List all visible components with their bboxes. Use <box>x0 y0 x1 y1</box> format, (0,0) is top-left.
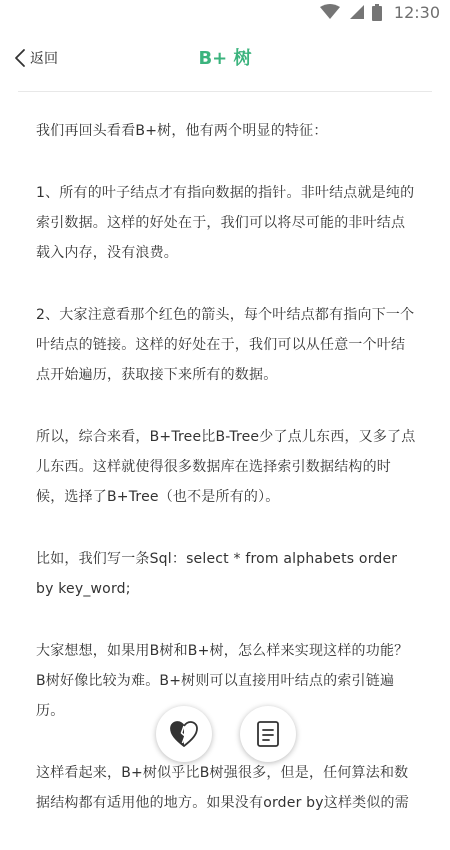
status-time: 12:30 <box>393 2 440 22</box>
back-label: 返回 <box>30 51 58 67</box>
notes-icon <box>256 720 280 748</box>
notes-button[interactable] <box>240 706 296 762</box>
article-paragraph: 大家想想，如果用B树和B+树，怎么样来实现这样的功能？B树好像比较为难。B+树则可以直接用叶结点的索引链遍历。 <box>36 643 409 719</box>
article-paragraph: 所以，综合来看，B+Tree比B-Tree少了点儿东西，又多了点儿东西。这样就使得很多数据库在选择索引数据结构的时候，选择了B+Tree（也不是所有的）。 <box>36 429 416 505</box>
header-divider <box>18 91 432 92</box>
article-paragraph: 1、所有的叶子结点才有指向数据的指针。非叶结点就是纯的索引数据。这样的好处在于，我们可以将尽可能的非叶结点载入内存，没有浪费。 <box>36 185 415 261</box>
article-paragraph: 比如，我们写一条Sql：select * from alphabets order by key_word; <box>36 551 398 597</box>
status-bar <box>0 0 450 24</box>
article-body <box>36 116 416 850</box>
like-button[interactable] <box>156 706 212 762</box>
article-paragraph: 这样看起来，B+树似乎比B树强很多，但是，任何算法和数据结构都有适用他的地方。如果没有order by这样类似的需 <box>36 765 409 811</box>
battery-icon <box>372 4 382 21</box>
page-title: B+ 树 <box>198 48 252 69</box>
article-paragraph: 我们再回头看看B+树，他有两个明显的特征： <box>36 123 328 139</box>
cellular-signal-icon <box>348 4 364 20</box>
wifi-icon <box>320 4 340 20</box>
header <box>0 24 450 92</box>
article-paragraph: 2、大家注意看那个红色的箭头，每个叶结点都有指向下一个叶结点的链接。这样的好处在于，我们可以从任意一个叶结点开始遍历，获取接下来所有的数据。 <box>36 307 415 383</box>
heart-icon <box>169 720 199 748</box>
